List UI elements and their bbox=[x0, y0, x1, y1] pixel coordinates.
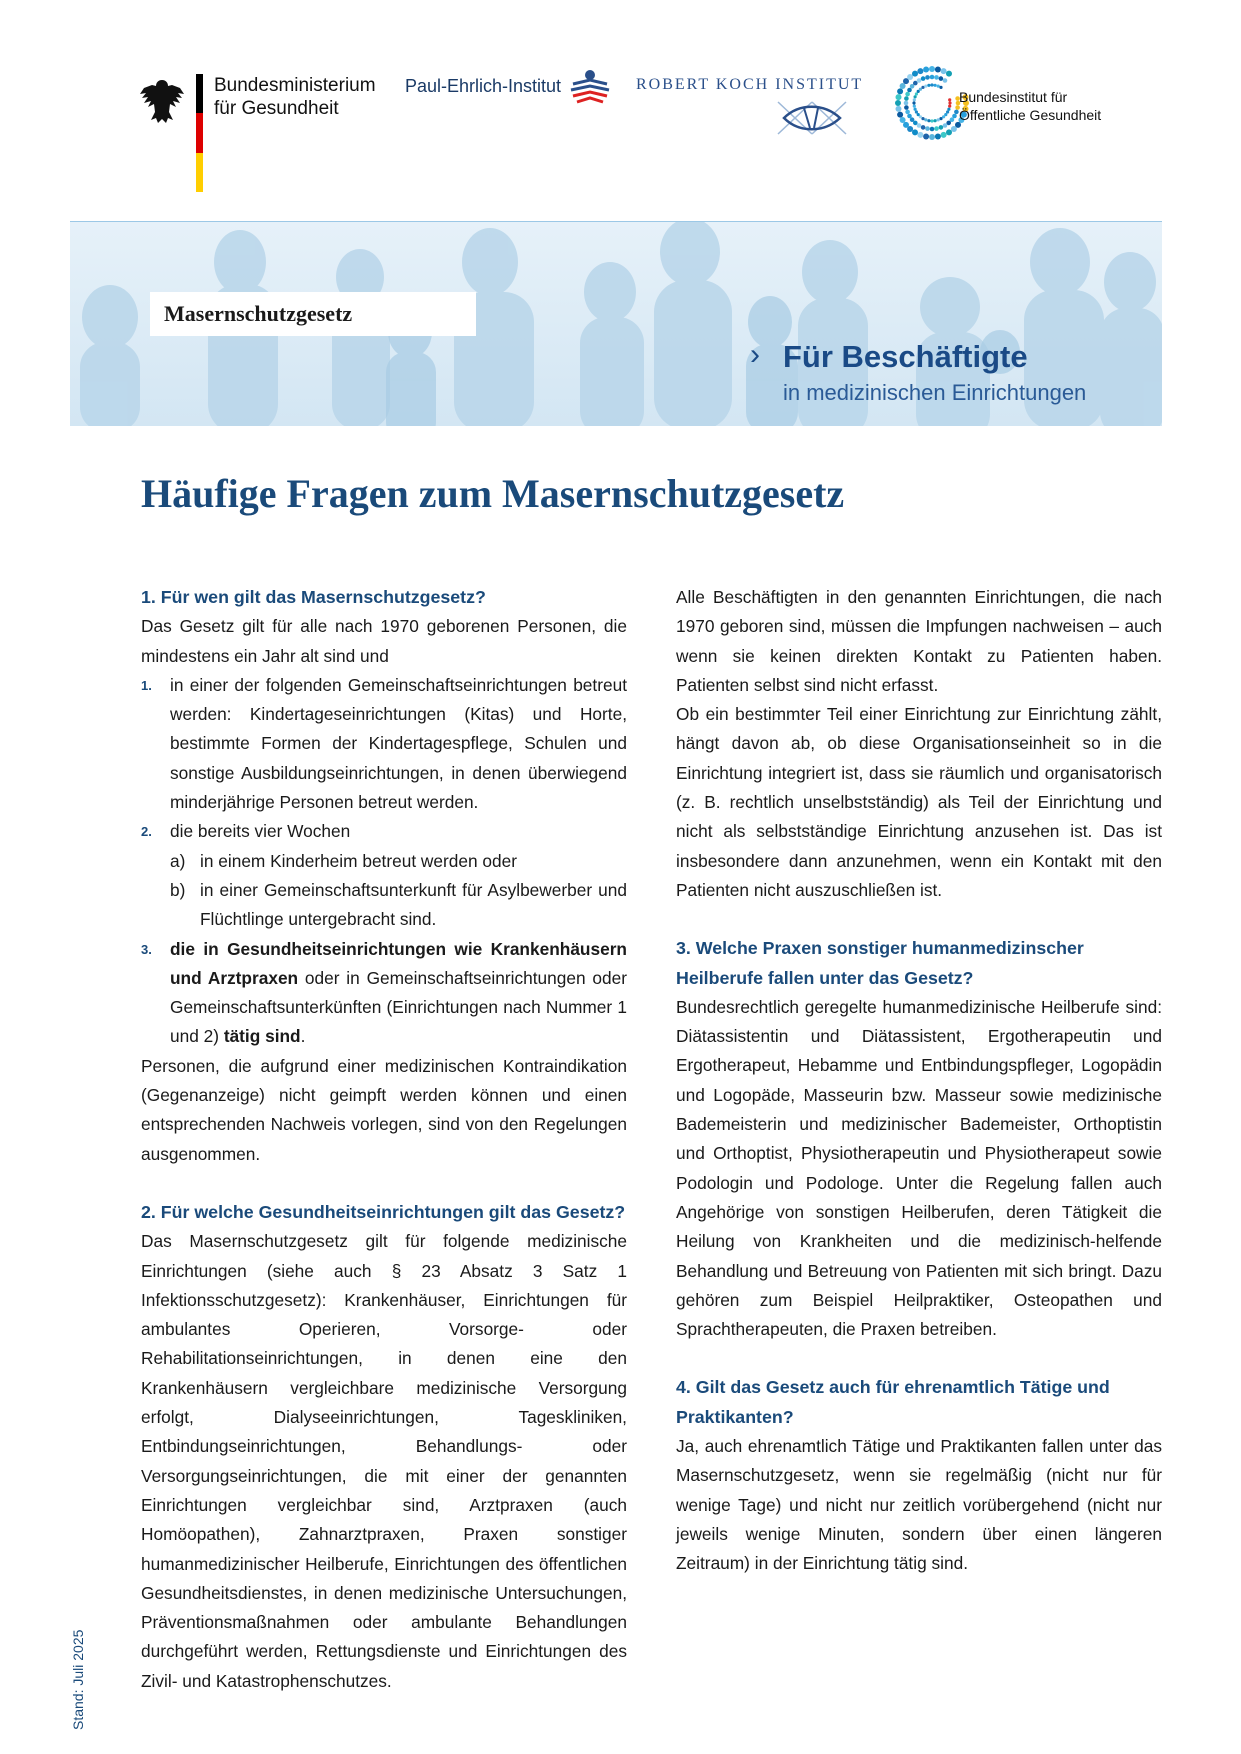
biog-dot bbox=[921, 117, 924, 120]
biog-dot bbox=[925, 75, 930, 80]
biog-dot bbox=[907, 88, 912, 93]
biog-dot bbox=[910, 117, 915, 122]
q2-continuation-2: Ob ein bestimmter Teil einer Einrichtung zur Einrichtung zählt, hängt davon ab, ob diese Organisationseinheit so in die Einrichtung integriert ist, dass sie räumlich und organisatorisch (z. B. rechtlich unselbstständig) als Teil der Einrichtung und nicht als selbstständige Einrichtung anzusehen ist. Das ist insbesondere dann anzunehmen, wenn ein Kontakt mit den Patienten nicht auszuschließen ist. bbox=[676, 704, 1162, 900]
biog-dot bbox=[907, 74, 913, 80]
biog-dot bbox=[934, 84, 937, 87]
biog-dot bbox=[924, 85, 927, 88]
chevron-right-icon: › bbox=[750, 338, 760, 371]
biog-dot bbox=[943, 123, 948, 128]
biog-dot bbox=[897, 112, 903, 118]
q1-outro: Personen, die aufgrund einer medizinischen Kontraindikation (Gegenanzeige) nicht geimpft werden können und einen entsprechenden Nachweis vorlegen, sind von den Regelungen ausgenommen. bbox=[141, 1055, 627, 1164]
audience-subtitle: in medizinischen Einrichtungen bbox=[783, 380, 1087, 405]
biog-name-line2: Öffentliche Gesundheit bbox=[959, 107, 1102, 123]
german-flag-bar bbox=[196, 74, 203, 192]
q1-subitem-b-letter: b) bbox=[170, 879, 186, 900]
biog-dot bbox=[946, 121, 951, 126]
flag-gold bbox=[196, 153, 203, 192]
q1-subitem-a bbox=[141, 847, 627, 876]
q3-body: Bundesrechtlich geregelte humanmedizinische Heilberufe sind: Diätassistentin und Diätassistent, Ergotherapeutin und Ergotherapeut, Hebamme und Entbindungspfleger, Logopädin und Logopäde, Masseurin bzw. Masseur sowie medizinische Bademeisterin und medizinischer Bademeister, Orthoptistin und Orthoptist, Physiotherapeutin und Physiotherapeut sowie Podologin und Podologe. Unter die Regelung fallen auch Angehörige von sonstigen Heilberufen, deren Tätigkeit die Heilung von Krankheiten und die medizinisch-helfende Behandlung und Betreuung von Patienten mit sich bringt. Dazu gehören zum Beispiel Heilpraktiker, Osteopathen und Sprachtherapeuten, die Praxen betreiben. bbox=[676, 996, 1162, 1340]
rki-logo bbox=[636, 76, 876, 142]
q1-subitem-b-text: in einer Gemeinschaftsunterkunft für Asylbewerber und Flüchtlinge untergebracht sind. bbox=[200, 879, 627, 930]
biog-dot bbox=[927, 119, 930, 122]
biog-dot bbox=[914, 95, 917, 98]
biog-dot bbox=[919, 88, 922, 91]
flag-red bbox=[196, 113, 203, 152]
biog-dot bbox=[946, 110, 949, 113]
left-column bbox=[141, 583, 627, 1696]
q1-subitem-b bbox=[141, 876, 627, 935]
q1-item-3-end: . bbox=[300, 1026, 306, 1047]
biog-dot bbox=[913, 98, 916, 101]
rki-name: ROBERT KOCH INSTITUT bbox=[636, 76, 864, 93]
flag-black bbox=[196, 74, 203, 113]
topic-tag bbox=[150, 292, 476, 336]
bmg-name-line1: Bundesministerium bbox=[214, 75, 376, 96]
biog-dot bbox=[900, 83, 906, 89]
biog-dot bbox=[895, 100, 901, 106]
biog-dot bbox=[934, 119, 937, 122]
biog-dot bbox=[917, 68, 923, 74]
q1-item-3-bold: die in Gesundheitseinrichtungen wie Krankenhäusern und Arztpraxen bbox=[170, 938, 627, 988]
rki-emblem-icon bbox=[774, 98, 850, 138]
biog-dot bbox=[913, 105, 916, 108]
biog-dot bbox=[912, 129, 918, 135]
biog-dot bbox=[948, 105, 951, 108]
biog-dot bbox=[929, 66, 935, 72]
biog-dot bbox=[921, 125, 926, 130]
bmg-logo bbox=[138, 74, 398, 194]
biog-dot bbox=[939, 125, 944, 130]
biog-dot bbox=[937, 85, 940, 88]
header-banner bbox=[70, 222, 1162, 426]
biog-dot bbox=[929, 134, 935, 140]
biog-dot bbox=[896, 106, 902, 112]
biog-dot bbox=[941, 132, 947, 138]
biog-dot bbox=[939, 76, 944, 81]
biog-dot bbox=[930, 127, 935, 132]
page-title: Häufige Fragen zum Masernschutzgesetz bbox=[141, 471, 845, 516]
biog-dot bbox=[934, 126, 939, 131]
biog-dot bbox=[946, 71, 952, 77]
biog-dot bbox=[897, 88, 903, 94]
bmg-name bbox=[214, 74, 376, 120]
biog-dot bbox=[912, 101, 915, 104]
q1-item-2-number: 2. bbox=[141, 824, 152, 840]
right-column bbox=[676, 583, 1162, 1579]
biog-dot bbox=[939, 86, 942, 89]
biog-dot bbox=[913, 81, 918, 86]
biog-dot bbox=[930, 75, 935, 80]
biog-dot bbox=[904, 101, 909, 106]
q3-heading: 3. Welche Praxen sonstiger humanmedizinscher Heilberufe fallen unter das Gesetz? bbox=[676, 938, 1084, 988]
pei-emblem-icon bbox=[567, 68, 613, 108]
biog-dot bbox=[924, 118, 927, 121]
biog-dot bbox=[917, 113, 920, 116]
biog-dot bbox=[947, 108, 950, 111]
biog-dot bbox=[943, 78, 948, 83]
biog-dot bbox=[917, 78, 922, 83]
biog-dot bbox=[905, 110, 910, 115]
biog-dot bbox=[948, 101, 951, 104]
biog-name-line1: Bundesinstitut für bbox=[959, 89, 1068, 105]
biog-dot bbox=[954, 110, 959, 115]
topic-tag-label: Masernschutzgesetz bbox=[164, 301, 353, 326]
biog-dot bbox=[914, 108, 917, 111]
biog-dot bbox=[900, 117, 906, 123]
q2-continuation-1: Alle Beschäftigten in den genannten Einrichtungen, die nach 1970 geboren sind, müssen die Impfungen nachweisen – auch wenn sie keinen direkten Kontakt zu Patienten haben. Patienten selbst sind nicht erfasst. bbox=[676, 587, 1162, 695]
biog-dot bbox=[915, 110, 918, 113]
biog-dot bbox=[923, 67, 929, 73]
biog-dot bbox=[927, 84, 930, 87]
q1-subitem-a-text: in einem Kinderheim betreut werden oder bbox=[200, 850, 518, 871]
date-stamp: Stand: Juli 2025 bbox=[70, 1629, 86, 1730]
q1-item-2-text: die bereits vier Wochen bbox=[170, 821, 351, 842]
biog-logo bbox=[895, 66, 1125, 142]
q1-heading: 1. Für wen gilt das Masernschutzgesetz? bbox=[141, 587, 486, 607]
biog-dot bbox=[951, 126, 957, 132]
q4-body: Ja, auch ehrenamtlich Tätige und Praktikanten fallen unter das Masernschutzgesetz, wenn sie regelmäßig (nicht nur für wenige Tage) und nicht nur zeitlich vorübergehend (nicht nur jeweils wenige Minuten, sondern über einen längeren Zeitraum) in der Einrichtung tätig sind. bbox=[676, 1436, 1162, 1574]
biog-dot bbox=[935, 67, 941, 73]
q1-subitem-a-letter: a) bbox=[170, 850, 186, 871]
q1-item-3 bbox=[141, 935, 627, 1052]
biog-dot bbox=[905, 92, 910, 97]
federal-eagle-icon bbox=[138, 76, 186, 126]
pei-logo bbox=[405, 68, 615, 108]
q4-heading: 4. Gilt das Gesetz auch für ehrenamtlich Tätige und Praktikanten? bbox=[676, 1377, 1110, 1427]
biog-dot bbox=[935, 134, 941, 140]
biog-dot-ring-icon bbox=[895, 66, 969, 140]
biog-dot bbox=[930, 119, 933, 122]
q1-intro: Das Gesetz gilt für alle nach 1970 geborenen Personen, die mindestens ein Jahr alt sind und bbox=[141, 616, 627, 666]
q1-item-3-number: 3. bbox=[141, 941, 152, 957]
biog-dot bbox=[912, 71, 918, 77]
biog-dot bbox=[952, 114, 957, 119]
biog-dot bbox=[948, 98, 951, 101]
biog-dot bbox=[903, 122, 909, 128]
biog-dot bbox=[923, 134, 929, 140]
biog-dot bbox=[896, 94, 902, 100]
biog-dot bbox=[917, 123, 922, 128]
biog-dot bbox=[946, 129, 952, 135]
biog-dot bbox=[904, 96, 909, 101]
biog-dot bbox=[939, 117, 942, 120]
biog-name bbox=[959, 88, 1101, 124]
q1-item-3-bold2: tätig sind bbox=[223, 1026, 301, 1047]
biog-dot bbox=[907, 114, 912, 119]
biog-dot bbox=[915, 92, 918, 95]
q1-item-2 bbox=[141, 817, 627, 846]
biog-dot bbox=[937, 118, 940, 121]
q1-item-1-number: 1. bbox=[141, 677, 152, 693]
bmg-name-line2: für Gesundheit bbox=[214, 98, 339, 119]
biog-dot bbox=[904, 105, 909, 110]
audience-title: Für Beschäftigte bbox=[783, 339, 1028, 374]
biog-dot bbox=[934, 75, 939, 80]
biog-dot bbox=[917, 132, 923, 138]
q2-heading: 2. Für welche Gesundheitseinrichtungen gilt das Gesetz? bbox=[141, 1201, 626, 1222]
biog-dot bbox=[930, 83, 933, 86]
biog-dot bbox=[941, 68, 947, 74]
q2-body: Das Masernschutzgesetz gilt für folgende medizinische Einrichtungen (siehe auch § 23 Absatz 3 Satz 1 Infektionsschutzgesetz): Krankenhäuser, Einrichtungen für ambulantes Operieren, Vorsorge- oder Rehabilitationseinrichtungen, in denen eine den Krankenhäusern vergleichbare medizinische Versorgung erfolgt, Dialyseeinrichtungen, Tageskliniken, Entbindungseinrichtungen, Behandlungs- oder Versorgungseinrichtungen, die mit einer der genannten Einrichtungen vergleichbar sind, Arztpraxen (auch Homöopathen), Zahnarztpraxen, Praxen sonstiger humanmedizinischer Heilberufe, Einrichtungen des öffentlichen Gesundheitsdienstes, in denen medizinische Untersuchungen, Präventionsmaßnahmen oder ambulante Behandlungen durchgeführt werden, Rettungsdienste und Einrichtungen des Zivil- und Katastrophenschutzes. bbox=[141, 1231, 627, 1691]
pei-name: Paul-Ehrlich-Institut bbox=[405, 76, 562, 96]
biog-dot bbox=[925, 126, 930, 131]
q1-item-1-text: in einer der folgenden Gemeinschaftseinrichtungen betreut werden: Kindertageseinrichtungen (Kitas) und Horte, bestimmte Formen der Kindertagespflege, Schulen und sonstige Ausbildungseinrichtungen, in denen überwiegend minderjährige Personen betreut werden. bbox=[170, 674, 627, 813]
biog-dot bbox=[921, 76, 926, 81]
biog-dot bbox=[942, 115, 945, 118]
q1-item-1 bbox=[141, 671, 627, 817]
biog-dot bbox=[921, 86, 924, 89]
q1-item-3-mid: oder in Gemeinschaftseinrichtungen oder Gemeinschaftsunterkünften (Einrichtungen nach Nummer 1 und 2) bbox=[170, 967, 627, 1047]
